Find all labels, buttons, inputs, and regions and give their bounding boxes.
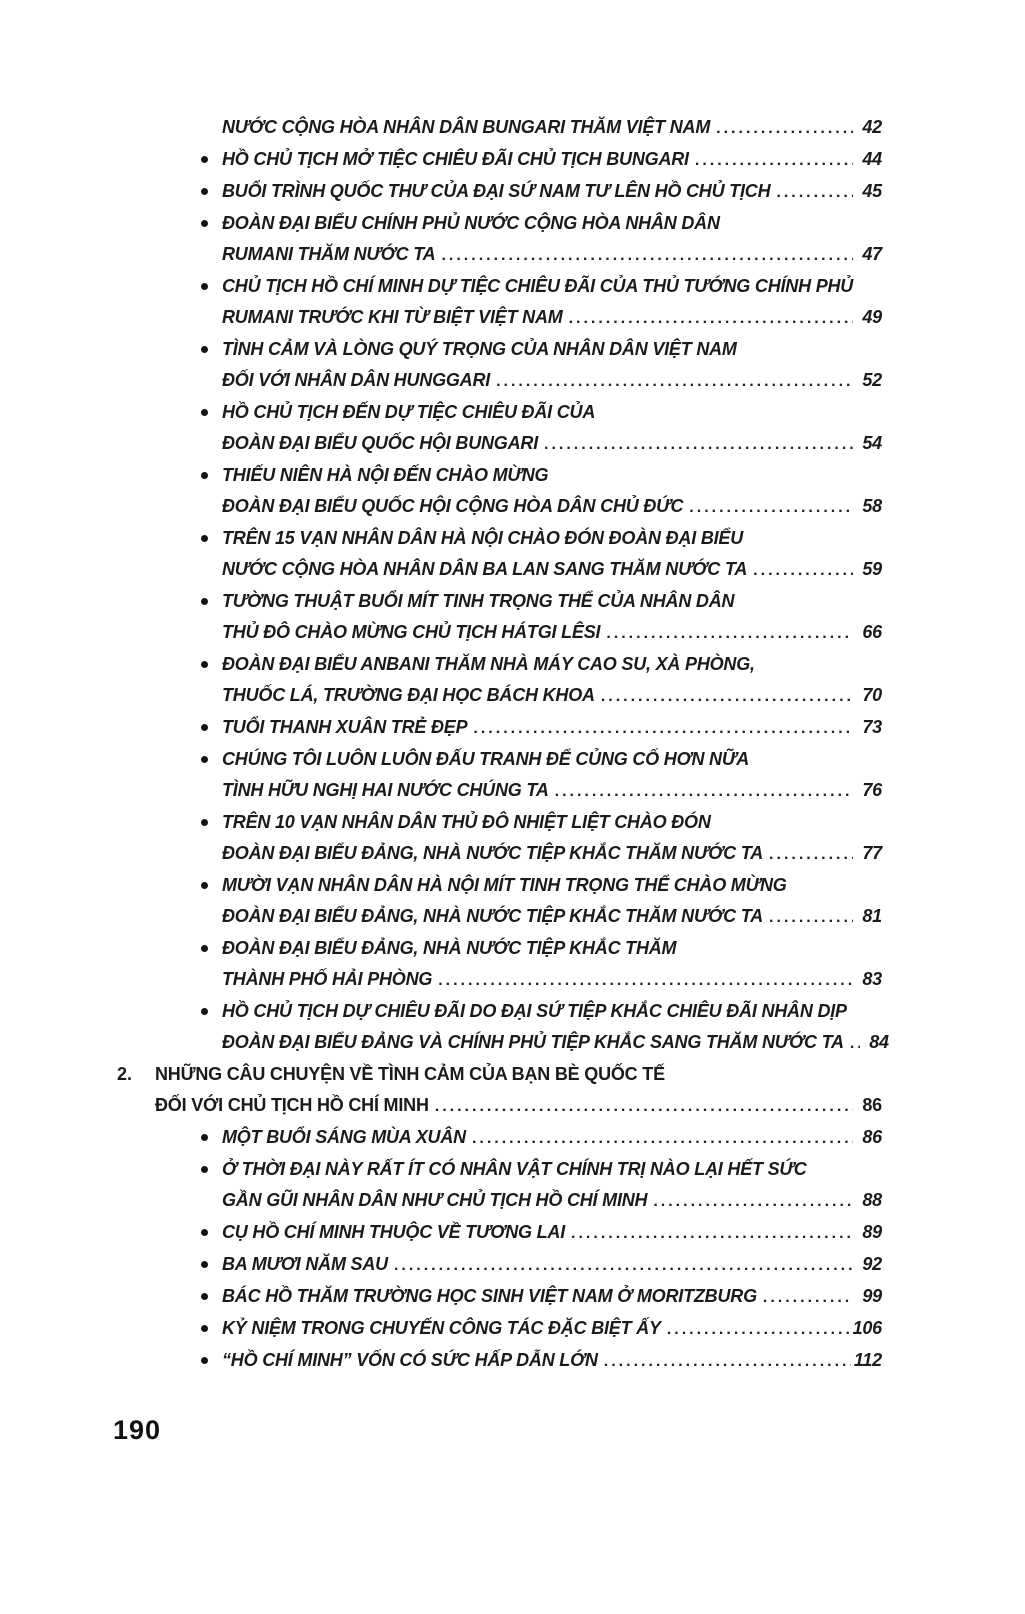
toc-line: CHỦ TỊCH HỒ CHÍ MINH DỰ TIỆC CHIÊU ĐÃI CỦA THỦ TƯỚNG CHÍNH PHỦ xyxy=(222,276,854,296)
toc-entry-lines xyxy=(222,1345,882,1377)
toc-page-ref: 83 xyxy=(862,969,882,989)
toc-line xyxy=(222,428,882,460)
toc-line xyxy=(222,901,882,933)
toc-line xyxy=(222,491,882,523)
toc-page-ref: 89 xyxy=(862,1222,882,1242)
toc-text: ĐOÀN ĐẠI BIỂU ĐẢNG VÀ CHÍNH PHỦ TIỆP KHẮC SANG THĂM NƯỚC TA xyxy=(222,1032,844,1052)
toc-text: ĐỐI VỚI NHÂN DÂN HUNGGARI xyxy=(222,370,491,390)
toc-page-ref: 77 xyxy=(862,843,882,863)
dot-leader xyxy=(606,617,853,649)
dot-leader xyxy=(438,964,853,996)
toc-page-ref: 86 xyxy=(862,1127,882,1147)
toc-entry xyxy=(115,996,889,1059)
bullet-icon xyxy=(201,945,208,952)
dot-leader xyxy=(555,775,853,807)
toc-line: Ở THỜI ĐẠI NÀY RẤT ÍT CÓ NHÂN VẬT CHÍNH TRỊ NÀO LẠI HẾT SỨC xyxy=(222,1159,807,1179)
toc-line xyxy=(222,1345,882,1377)
toc-text: ĐỐI VỚI CHỦ TỊCH HỒ CHÍ MINH xyxy=(155,1095,429,1115)
toc-page-ref: 92 xyxy=(862,1254,882,1274)
toc-entry-lines xyxy=(222,271,882,334)
toc-page-ref: 47 xyxy=(862,244,882,264)
dot-leader xyxy=(769,901,853,933)
toc-line: THIẾU NIÊN HÀ NỘI ĐẾN CHÀO MỪNG xyxy=(222,465,549,485)
toc-line: TRÊN 10 VẠN NHÂN DÂN THỦ ĐÔ NHIỆT LIỆT CHÀO ĐÓN xyxy=(222,812,711,832)
dot-leader xyxy=(544,428,853,460)
bullet-icon xyxy=(201,535,208,542)
toc-text: “HỒ CHÍ MINH” VỐN CÓ SỨC HẤP DẪN LỚN xyxy=(222,1350,598,1370)
toc-line: ĐOÀN ĐẠI BIỂU ĐẢNG, NHÀ NƯỚC TIỆP KHẮC THĂM xyxy=(222,938,677,958)
toc-page-ref: 45 xyxy=(862,181,882,201)
toc-entry xyxy=(115,1217,882,1249)
dot-leader xyxy=(695,144,853,176)
toc-page-ref: 86 xyxy=(862,1095,882,1115)
toc-page-ref: 112 xyxy=(853,1350,882,1370)
toc-entry-lines xyxy=(222,1249,882,1281)
toc-entry xyxy=(115,933,882,996)
toc-text: RUMANI THĂM NƯỚC TA xyxy=(222,244,436,264)
bullet-icon xyxy=(201,1293,208,1300)
toc-entry-lines xyxy=(222,807,882,870)
dot-leader xyxy=(496,365,853,397)
bullet-icon xyxy=(201,346,208,353)
toc-line: CHÚNG TÔI LUÔN LUÔN ĐẤU TRANH ĐỂ CỦNG CỐ HƠN NỮA xyxy=(222,749,750,769)
toc-entry xyxy=(115,271,882,334)
toc-entry xyxy=(115,1154,882,1217)
dot-leader xyxy=(763,1281,853,1313)
section-number: 2. xyxy=(117,1064,133,1084)
dot-leader xyxy=(667,1313,850,1345)
toc-line: MƯỜI VẠN NHÂN DÂN HÀ NỘI MÍT TINH TRỌNG THỂ CHÀO MỪNG xyxy=(222,875,787,895)
toc-text: THÀNH PHỐ HẢI PHÒNG xyxy=(222,969,433,989)
toc-text: NƯỚC CỘNG HÒA NHÂN DÂN BA LAN SANG THĂM NƯỚC TA xyxy=(222,559,748,579)
toc-entry-lines xyxy=(222,334,882,397)
dot-leader xyxy=(689,491,853,523)
toc-line xyxy=(222,554,882,586)
toc-line: TÌNH CẢM VÀ LÒNG QUÝ TRỌNG CỦA NHÂN DÂN VIỆT NAM xyxy=(222,339,737,359)
toc-entry-lines xyxy=(222,870,882,933)
dot-leader xyxy=(601,680,853,712)
toc-entry xyxy=(115,1345,882,1377)
toc-line xyxy=(222,838,882,870)
toc-list xyxy=(115,112,889,1377)
toc-text: TÌNH HỮU NGHỊ HAI NƯỚC CHÚNG TA xyxy=(222,780,549,800)
toc-entry xyxy=(115,523,882,586)
bullet-icon xyxy=(201,283,208,290)
bullet-icon xyxy=(201,819,208,826)
dot-leader xyxy=(653,1185,853,1217)
toc-text: ĐOÀN ĐẠI BIỂU ĐẢNG, NHÀ NƯỚC TIỆP KHẮC THĂM NƯỚC TA xyxy=(222,843,764,863)
toc-line xyxy=(222,964,882,996)
dot-leader xyxy=(604,1345,851,1377)
toc-entry-lines xyxy=(222,1217,882,1249)
toc-entry-lines xyxy=(222,744,882,807)
toc-text: THUỐC LÁ, TRƯỜNG ĐẠI HỌC BÁCH KHOA xyxy=(222,685,595,705)
toc-line: TRÊN 15 VẠN NHÂN DÂN HÀ NỘI CHÀO ĐÓN ĐOÀN ĐẠI BIỂU xyxy=(222,528,744,548)
toc-text: GẦN GŨI NHÂN DÂN NHƯ CHỦ TỊCH HỒ CHÍ MINH xyxy=(222,1190,648,1210)
toc-line xyxy=(222,712,882,744)
dot-leader xyxy=(473,712,853,744)
toc-text: MỘT BUỔI SÁNG MÙA XUÂN xyxy=(222,1127,466,1147)
bullet-icon xyxy=(201,598,208,605)
toc-line xyxy=(222,365,882,397)
toc-page-ref: 81 xyxy=(862,906,882,926)
toc-text: BÁC HỒ THĂM TRƯỜNG HỌC SINH VIỆT NAM Ở MORITZBURG xyxy=(222,1286,757,1306)
dot-leader xyxy=(569,302,853,334)
bullet-icon xyxy=(201,156,208,163)
toc-entry-lines xyxy=(222,523,882,586)
toc-line xyxy=(222,1185,882,1217)
toc-entry-lines xyxy=(222,397,882,460)
dot-leader xyxy=(435,1090,853,1122)
toc-page-ref: 52 xyxy=(862,370,882,390)
bullet-icon xyxy=(201,220,208,227)
toc-entry-lines xyxy=(222,649,882,712)
toc-page-ref: 99 xyxy=(862,1286,882,1306)
toc-line xyxy=(222,302,882,334)
bullet-icon xyxy=(201,409,208,416)
bullet-icon xyxy=(201,1325,208,1332)
toc-entry xyxy=(115,112,882,144)
dot-leader xyxy=(394,1249,853,1281)
dot-leader xyxy=(776,176,853,208)
toc-text: RUMANI TRƯỚC KHI TỪ BIỆT VIỆT NAM xyxy=(222,307,563,327)
toc-entry-lines xyxy=(222,176,882,208)
toc-line xyxy=(222,1122,882,1154)
toc-entry xyxy=(115,144,882,176)
toc-line xyxy=(222,1249,882,1281)
toc-line xyxy=(222,680,882,712)
dot-leader xyxy=(441,239,853,271)
toc-entry xyxy=(115,1281,882,1313)
toc-text: BUỔI TRÌNH QUỐC THƯ CỦA ĐẠI SỨ NAM TƯ LÊN HỒ CHỦ TỊCH xyxy=(222,181,771,201)
toc-entry xyxy=(115,1122,882,1154)
toc-page-ref: 88 xyxy=(862,1190,882,1210)
toc-line xyxy=(222,775,882,807)
toc-line xyxy=(155,1090,882,1122)
toc-text: BA MƯƠI NĂM SAU xyxy=(222,1254,388,1274)
bullet-icon xyxy=(201,188,208,195)
toc-line xyxy=(222,176,882,208)
bullet-icon xyxy=(201,1134,208,1141)
toc-entry xyxy=(115,397,882,460)
toc-line: ĐOÀN ĐẠI BIỂU CHÍNH PHỦ NƯỚC CỘNG HÒA NHÂN DÂN xyxy=(222,213,720,233)
bullet-icon xyxy=(201,1166,208,1173)
bullet-icon xyxy=(201,1261,208,1268)
toc-entry xyxy=(115,586,882,649)
toc-entry-lines xyxy=(222,1313,882,1345)
toc-text: THỦ ĐÔ CHÀO MỪNG CHỦ TỊCH HÁTGI LÊSI xyxy=(222,622,601,642)
toc-page-ref: 59 xyxy=(862,559,882,579)
toc-text: ĐOÀN ĐẠI BIỂU QUỐC HỘI CỘNG HÒA DÂN CHỦ ĐỨC xyxy=(222,496,684,516)
toc-entry xyxy=(115,334,882,397)
toc-entry-lines xyxy=(222,1122,882,1154)
toc-entry-lines xyxy=(222,1281,882,1313)
toc-entry-lines xyxy=(155,1059,882,1122)
bullet-icon xyxy=(201,1229,208,1236)
toc-entry xyxy=(115,1313,882,1345)
toc-entry-lines xyxy=(222,712,882,744)
toc-entry xyxy=(115,460,882,523)
toc-entry xyxy=(115,176,882,208)
toc-entry-lines xyxy=(222,460,882,523)
bullet-icon xyxy=(201,661,208,668)
bullet-icon xyxy=(201,472,208,479)
toc-page-ref: 58 xyxy=(862,496,882,516)
toc-entry-lines xyxy=(222,144,882,176)
toc-entry-lines xyxy=(222,1154,882,1217)
toc-line xyxy=(222,239,882,271)
toc-entry xyxy=(115,744,882,807)
toc-line xyxy=(222,1313,882,1345)
toc-line: TƯỜNG THUẬT BUỔI MÍT TINH TRỌNG THỂ CỦA NHÂN DÂN xyxy=(222,591,735,611)
toc-text: CỤ HỒ CHÍ MINH THUỘC VỀ TƯƠNG LAI xyxy=(222,1222,566,1242)
bullet-icon xyxy=(201,882,208,889)
toc-page-ref: 44 xyxy=(862,149,882,169)
toc-entry-lines xyxy=(222,933,882,996)
dot-leader xyxy=(571,1217,853,1249)
toc-page-ref: 76 xyxy=(862,780,882,800)
toc-entry xyxy=(115,1249,882,1281)
toc-entry xyxy=(115,807,882,870)
bullet-icon xyxy=(201,1357,208,1364)
toc-entry-lines xyxy=(222,112,882,144)
toc-entry xyxy=(115,1059,882,1122)
toc-line xyxy=(222,617,882,649)
bullet-icon xyxy=(201,724,208,731)
toc-line xyxy=(222,1281,882,1313)
toc-text: TUỔI THANH XUÂN TRẺ ĐẸP xyxy=(222,717,468,737)
page-number: 190 xyxy=(113,1415,162,1445)
bullet-icon xyxy=(201,1008,208,1015)
toc-line: HỒ CHỦ TỊCH DỰ CHIÊU ĐÃI DO ĐẠI SỨ TIỆP KHẮC CHIÊU ĐÃI NHÂN DỊP xyxy=(222,1001,847,1021)
bullet-icon xyxy=(201,756,208,763)
toc-line xyxy=(222,1217,882,1249)
dot-leader xyxy=(472,1122,853,1154)
toc-entry xyxy=(115,649,882,712)
toc-page-ref: 73 xyxy=(862,717,882,737)
dot-leader xyxy=(753,554,853,586)
toc-entry-lines xyxy=(222,996,889,1059)
toc-page-ref: 42 xyxy=(862,117,882,137)
toc-page-ref: 49 xyxy=(862,307,882,327)
toc-entry xyxy=(115,712,882,744)
toc-line xyxy=(222,144,882,176)
toc-text: KỶ NIỆM TRONG CHUYẾN CÔNG TÁC ĐẶC BIỆT ẤY xyxy=(222,1318,661,1338)
toc-page-ref: 70 xyxy=(862,685,882,705)
toc-text: NƯỚC CỘNG HÒA NHÂN DÂN BUNGARI THĂM VIỆT NAM xyxy=(222,117,711,137)
toc-page-ref: 84 xyxy=(869,1032,889,1052)
toc-line: NHỮNG CÂU CHUYỆN VỀ TÌNH CẢM CỦA BẠN BÈ QUỐC TẾ xyxy=(155,1064,665,1084)
toc-entry-lines xyxy=(222,586,882,649)
dot-leader xyxy=(769,838,853,870)
toc-text: ĐOÀN ĐẠI BIỂU ĐẢNG, NHÀ NƯỚC TIỆP KHẮC THĂM NƯỚC TA xyxy=(222,906,764,926)
toc-page-ref: 54 xyxy=(862,433,882,453)
dot-leader xyxy=(850,1027,860,1059)
dot-leader xyxy=(716,112,853,144)
toc-text: HỒ CHỦ TỊCH MỞ TIỆC CHIÊU ĐÃI CHỦ TỊCH BUNGARI xyxy=(222,149,689,169)
toc-entry-lines xyxy=(222,208,882,271)
toc-entry xyxy=(115,870,882,933)
toc-line: ĐOÀN ĐẠI BIỂU ANBANI THĂM NHÀ MÁY CAO SU, XÀ PHÒNG, xyxy=(222,654,755,674)
toc-line: HỒ CHỦ TỊCH ĐẾN DỰ TIỆC CHIÊU ĐÃI CỦA xyxy=(222,402,596,422)
toc-text: ĐOÀN ĐẠI BIỂU QUỐC HỘI BUNGARI xyxy=(222,433,539,453)
toc-line xyxy=(222,112,882,144)
toc-entry xyxy=(115,208,882,271)
toc-page-ref: 66 xyxy=(862,622,882,642)
toc-page-ref: 106 xyxy=(852,1318,882,1338)
toc-line xyxy=(222,1027,889,1059)
